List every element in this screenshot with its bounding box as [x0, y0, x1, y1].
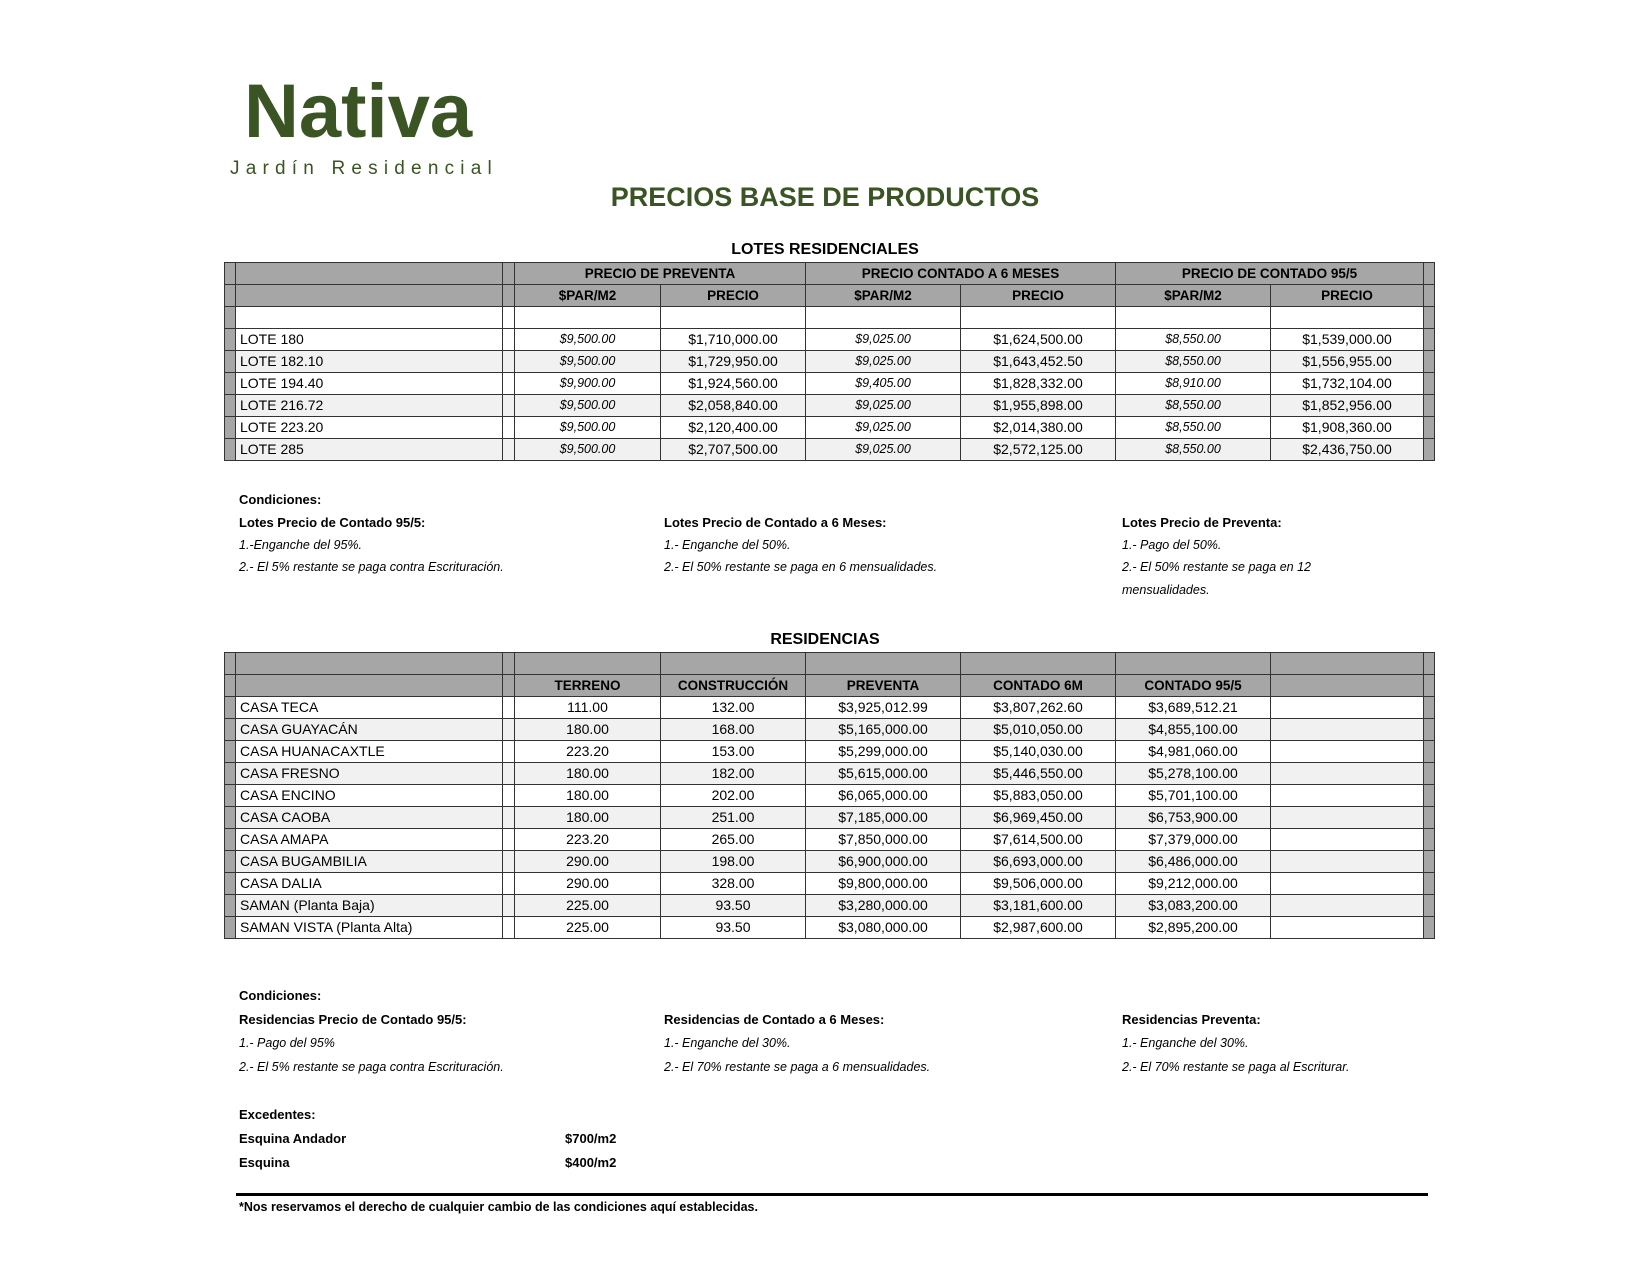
lotes-subheader: PRECIO — [661, 285, 806, 307]
table-cell: 180.00 — [515, 763, 661, 785]
table-cell: $5,615,000.00 — [806, 763, 961, 785]
table-cell: $5,278,100.00 — [1116, 763, 1271, 785]
lotes-blank-row — [225, 307, 1435, 329]
condition-item: mensualidades. — [1122, 583, 1210, 597]
table-row — [225, 895, 1435, 917]
table-cell: 132.00 — [661, 697, 806, 719]
lotes-subheader: PRECIO — [1271, 285, 1424, 307]
table-cell: $3,925,012.99 — [806, 697, 961, 719]
condition-title: Lotes Precio de Preventa: — [1122, 515, 1282, 530]
lotes-subheader: PRECIO — [961, 285, 1116, 307]
table-cell: $6,969,450.00 — [961, 807, 1116, 829]
residencias-top-header-row — [225, 653, 1435, 675]
table-cell: $8,910.00 — [1116, 373, 1271, 395]
row-label: CASA HUANACAXTLE — [236, 741, 503, 763]
condition-item: 1.- Pago del 50%. — [1122, 538, 1222, 552]
row-label: CASA CAOBA — [236, 807, 503, 829]
table-cell: $6,065,000.00 — [806, 785, 961, 807]
table-cell: $9,500.00 — [515, 351, 661, 373]
row-label: LOTE 285 — [236, 439, 503, 461]
table-cell: $2,014,380.00 — [961, 417, 1116, 439]
lotes-section-title: LOTES RESIDENCIALES — [731, 241, 919, 258]
table-cell: 265.00 — [661, 829, 806, 851]
table-cell: $7,850,000.00 — [806, 829, 961, 851]
table-cell: 198.00 — [661, 851, 806, 873]
condition-title: Lotes Precio de Contado 95/5: — [239, 515, 426, 530]
condition-title: Residencias de Contado a 6 Meses: — [664, 1012, 885, 1027]
table-cell: $9,025.00 — [806, 351, 961, 373]
brand-name: Nativa — [244, 69, 473, 154]
table-row — [225, 417, 1435, 439]
table-cell: $8,550.00 — [1116, 439, 1271, 461]
table-cell: $9,500.00 — [515, 395, 661, 417]
condition-title: Residencias Precio de Contado 95/5: — [239, 1012, 467, 1027]
table-cell: $3,181,600.00 — [961, 895, 1116, 917]
table-row — [225, 697, 1435, 719]
table-row — [225, 329, 1435, 351]
lotes-group-header: PRECIO DE PREVENTA — [515, 263, 806, 285]
table-cell: $9,506,000.00 — [961, 873, 1116, 895]
brand-tagline: Jardín Residencial — [230, 158, 498, 179]
table-cell: $9,025.00 — [806, 395, 961, 417]
table-cell: $8,550.00 — [1116, 351, 1271, 373]
table-row — [225, 917, 1435, 939]
footer-rule — [236, 1193, 1428, 1196]
table-cell: $8,550.00 — [1116, 417, 1271, 439]
residencias-header-row — [225, 675, 1435, 697]
table-cell: 153.00 — [661, 741, 806, 763]
table-cell: 111.00 — [515, 697, 661, 719]
row-label: CASA GUAYACÁN — [236, 719, 503, 741]
lotes-subheader: $PAR/M2 — [1116, 285, 1271, 307]
row-label: CASA DALIA — [236, 873, 503, 895]
condition-item: 1.- Pago del 95% — [239, 1036, 335, 1050]
table-row — [225, 807, 1435, 829]
condition-item: 2.- El 5% restante se paga contra Escrituración. — [239, 560, 504, 574]
lotes-group-header: PRECIO CONTADO A 6 MESES — [806, 263, 1116, 285]
table-cell: $9,212,000.00 — [1116, 873, 1271, 895]
table-cell: $1,852,956.00 — [1271, 395, 1424, 417]
lotes-subheader: $PAR/M2 — [806, 285, 961, 307]
conditions-label: Condiciones: — [239, 492, 322, 507]
table-cell: $5,140,030.00 — [961, 741, 1116, 763]
table-cell: $1,729,950.00 — [661, 351, 806, 373]
table-cell: $2,058,840.00 — [661, 395, 806, 417]
condition-item: 1.-Enganche del 95%. — [239, 538, 363, 552]
residencias-table — [224, 652, 1435, 939]
excedentes-label: Excedentes: — [239, 1107, 316, 1122]
table-cell: $3,807,262.60 — [961, 697, 1116, 719]
table-cell: $1,828,332.00 — [961, 373, 1116, 395]
table-cell: 168.00 — [661, 719, 806, 741]
lotes-table — [224, 262, 1435, 461]
table-row — [225, 763, 1435, 785]
table-cell: $3,689,512.21 — [1116, 697, 1271, 719]
row-label: LOTE 223.20 — [236, 417, 503, 439]
table-row — [225, 719, 1435, 741]
table-row — [225, 373, 1435, 395]
excedente-name: Esquina — [239, 1155, 290, 1170]
brand-logo — [230, 69, 514, 179]
table-cell: $6,486,000.00 — [1116, 851, 1271, 873]
condition-title: Lotes Precio de Contado a 6 Meses: — [664, 515, 887, 530]
table-cell: $5,010,050.00 — [961, 719, 1116, 741]
table-cell: 328.00 — [661, 873, 806, 895]
conditions-label: Condiciones: — [239, 988, 322, 1003]
table-cell: $9,900.00 — [515, 373, 661, 395]
footnote: *Nos reservamos el derecho de cualquier cambio de las condiciones aquí establecidas. — [239, 1200, 758, 1214]
residencias-header: CONTADO 6M — [961, 675, 1116, 697]
condition-item: 2.- El 50% restante se paga en 6 mensualidades. — [664, 560, 938, 574]
table-cell: $2,120,400.00 — [661, 417, 806, 439]
table-cell: $6,693,000.00 — [961, 851, 1116, 873]
table-cell: $9,405.00 — [806, 373, 961, 395]
table-cell: 93.50 — [661, 917, 806, 939]
table-cell: 290.00 — [515, 873, 661, 895]
table-cell: $9,800,000.00 — [806, 873, 961, 895]
table-cell: $3,080,000.00 — [806, 917, 961, 939]
excedente-name: Esquina Andador — [239, 1131, 347, 1146]
table-cell: $1,624,500.00 — [961, 329, 1116, 351]
table-cell: $1,539,000.00 — [1271, 329, 1424, 351]
table-cell: $2,895,200.00 — [1116, 917, 1271, 939]
condition-item: 1.- Enganche del 30%. — [1122, 1036, 1249, 1050]
table-cell: $7,379,000.00 — [1116, 829, 1271, 851]
table-cell: $7,614,500.00 — [961, 829, 1116, 851]
table-cell: $9,025.00 — [806, 439, 961, 461]
table-cell: 225.00 — [515, 895, 661, 917]
table-row — [225, 785, 1435, 807]
table-cell: $9,500.00 — [515, 417, 661, 439]
row-label: SAMAN VISTA (Planta Alta) — [236, 917, 503, 939]
condition-item: 2.- El 5% restante se paga contra Escrituración. — [239, 1060, 504, 1074]
table-cell: $6,753,900.00 — [1116, 807, 1271, 829]
table-cell: 223.20 — [515, 741, 661, 763]
table-cell: $2,987,600.00 — [961, 917, 1116, 939]
table-cell: 251.00 — [661, 807, 806, 829]
table-cell: $9,025.00 — [806, 417, 961, 439]
condition-title: Residencias Preventa: — [1122, 1012, 1261, 1027]
excedente-price: $400/m2 — [565, 1155, 617, 1170]
row-label: SAMAN (Planta Baja) — [236, 895, 503, 917]
table-cell: $1,732,104.00 — [1271, 373, 1424, 395]
residencias-section-title: RESIDENCIAS — [770, 631, 880, 648]
page-title: PRECIOS BASE DE PRODUCTOS — [610, 182, 1040, 212]
table-cell: 93.50 — [661, 895, 806, 917]
table-cell: 223.20 — [515, 829, 661, 851]
table-cell: 290.00 — [515, 851, 661, 873]
lotes-subheader: $PAR/M2 — [515, 285, 661, 307]
table-cell: $1,924,560.00 — [661, 373, 806, 395]
table-cell: $1,556,955.00 — [1271, 351, 1424, 373]
row-label: CASA AMAPA — [236, 829, 503, 851]
row-label: CASA ENCINO — [236, 785, 503, 807]
table-cell: $2,707,500.00 — [661, 439, 806, 461]
table-cell: $1,955,898.00 — [961, 395, 1116, 417]
condition-item: 1.- Enganche del 30%. — [664, 1036, 791, 1050]
table-cell: 180.00 — [515, 785, 661, 807]
table-cell: $1,908,360.00 — [1271, 417, 1424, 439]
table-cell: $4,981,060.00 — [1116, 741, 1271, 763]
table-cell: 225.00 — [515, 917, 661, 939]
table-cell: 182.00 — [661, 763, 806, 785]
table-cell: $1,643,452.50 — [961, 351, 1116, 373]
excedente-price: $700/m2 — [565, 1131, 617, 1146]
residencias-header: PREVENTA — [806, 675, 961, 697]
table-cell: $5,446,550.00 — [961, 763, 1116, 785]
table-row — [225, 395, 1435, 417]
row-label: LOTE 180 — [236, 329, 503, 351]
table-cell: $6,900,000.00 — [806, 851, 961, 873]
table-row — [225, 873, 1435, 895]
table-cell: $1,710,000.00 — [661, 329, 806, 351]
row-label: CASA TECA — [236, 697, 503, 719]
table-row — [225, 829, 1435, 851]
row-label: CASA FRESNO — [236, 763, 503, 785]
table-cell: $8,550.00 — [1116, 329, 1271, 351]
table-cell: $9,500.00 — [515, 329, 661, 351]
condition-item: 2.- El 70% restante se paga a 6 mensualidades. — [664, 1060, 931, 1074]
row-label: LOTE 194.40 — [236, 373, 503, 395]
condition-item: 2.- El 50% restante se paga en 12 — [1122, 560, 1312, 574]
residencias-header: TERRENO — [515, 675, 661, 697]
table-cell: 180.00 — [515, 807, 661, 829]
row-label: CASA BUGAMBILIA — [236, 851, 503, 873]
lotes-group-header: PRECIO DE CONTADO 95/5 — [1116, 263, 1424, 285]
table-row — [225, 741, 1435, 763]
residencias-header: CONTADO 95/5 — [1116, 675, 1271, 697]
row-label: LOTE 182.10 — [236, 351, 503, 373]
table-cell: $5,883,050.00 — [961, 785, 1116, 807]
table-cell: $5,165,000.00 — [806, 719, 961, 741]
table-cell: $4,855,100.00 — [1116, 719, 1271, 741]
lotes-group-header-row — [225, 263, 1435, 285]
table-row — [225, 851, 1435, 873]
table-cell: $9,500.00 — [515, 439, 661, 461]
lotes-subheader-row — [225, 285, 1435, 307]
table-cell: 180.00 — [515, 719, 661, 741]
condition-item: 1.- Enganche del 50%. — [664, 538, 791, 552]
table-row — [225, 439, 1435, 461]
table-cell: $7,185,000.00 — [806, 807, 961, 829]
table-cell: $3,083,200.00 — [1116, 895, 1271, 917]
table-cell: $5,701,100.00 — [1116, 785, 1271, 807]
table-cell: $8,550.00 — [1116, 395, 1271, 417]
table-cell: $3,280,000.00 — [806, 895, 961, 917]
table-cell: $2,436,750.00 — [1271, 439, 1424, 461]
table-row — [225, 351, 1435, 373]
condition-item: 2.- El 70% restante se paga al Escriturar. — [1122, 1060, 1350, 1074]
row-label: LOTE 216.72 — [236, 395, 503, 417]
table-cell: $2,572,125.00 — [961, 439, 1116, 461]
residencias-header: CONSTRUCCIÓN — [661, 675, 806, 697]
table-cell: $9,025.00 — [806, 329, 961, 351]
table-cell: $5,299,000.00 — [806, 741, 961, 763]
table-cell: 202.00 — [661, 785, 806, 807]
